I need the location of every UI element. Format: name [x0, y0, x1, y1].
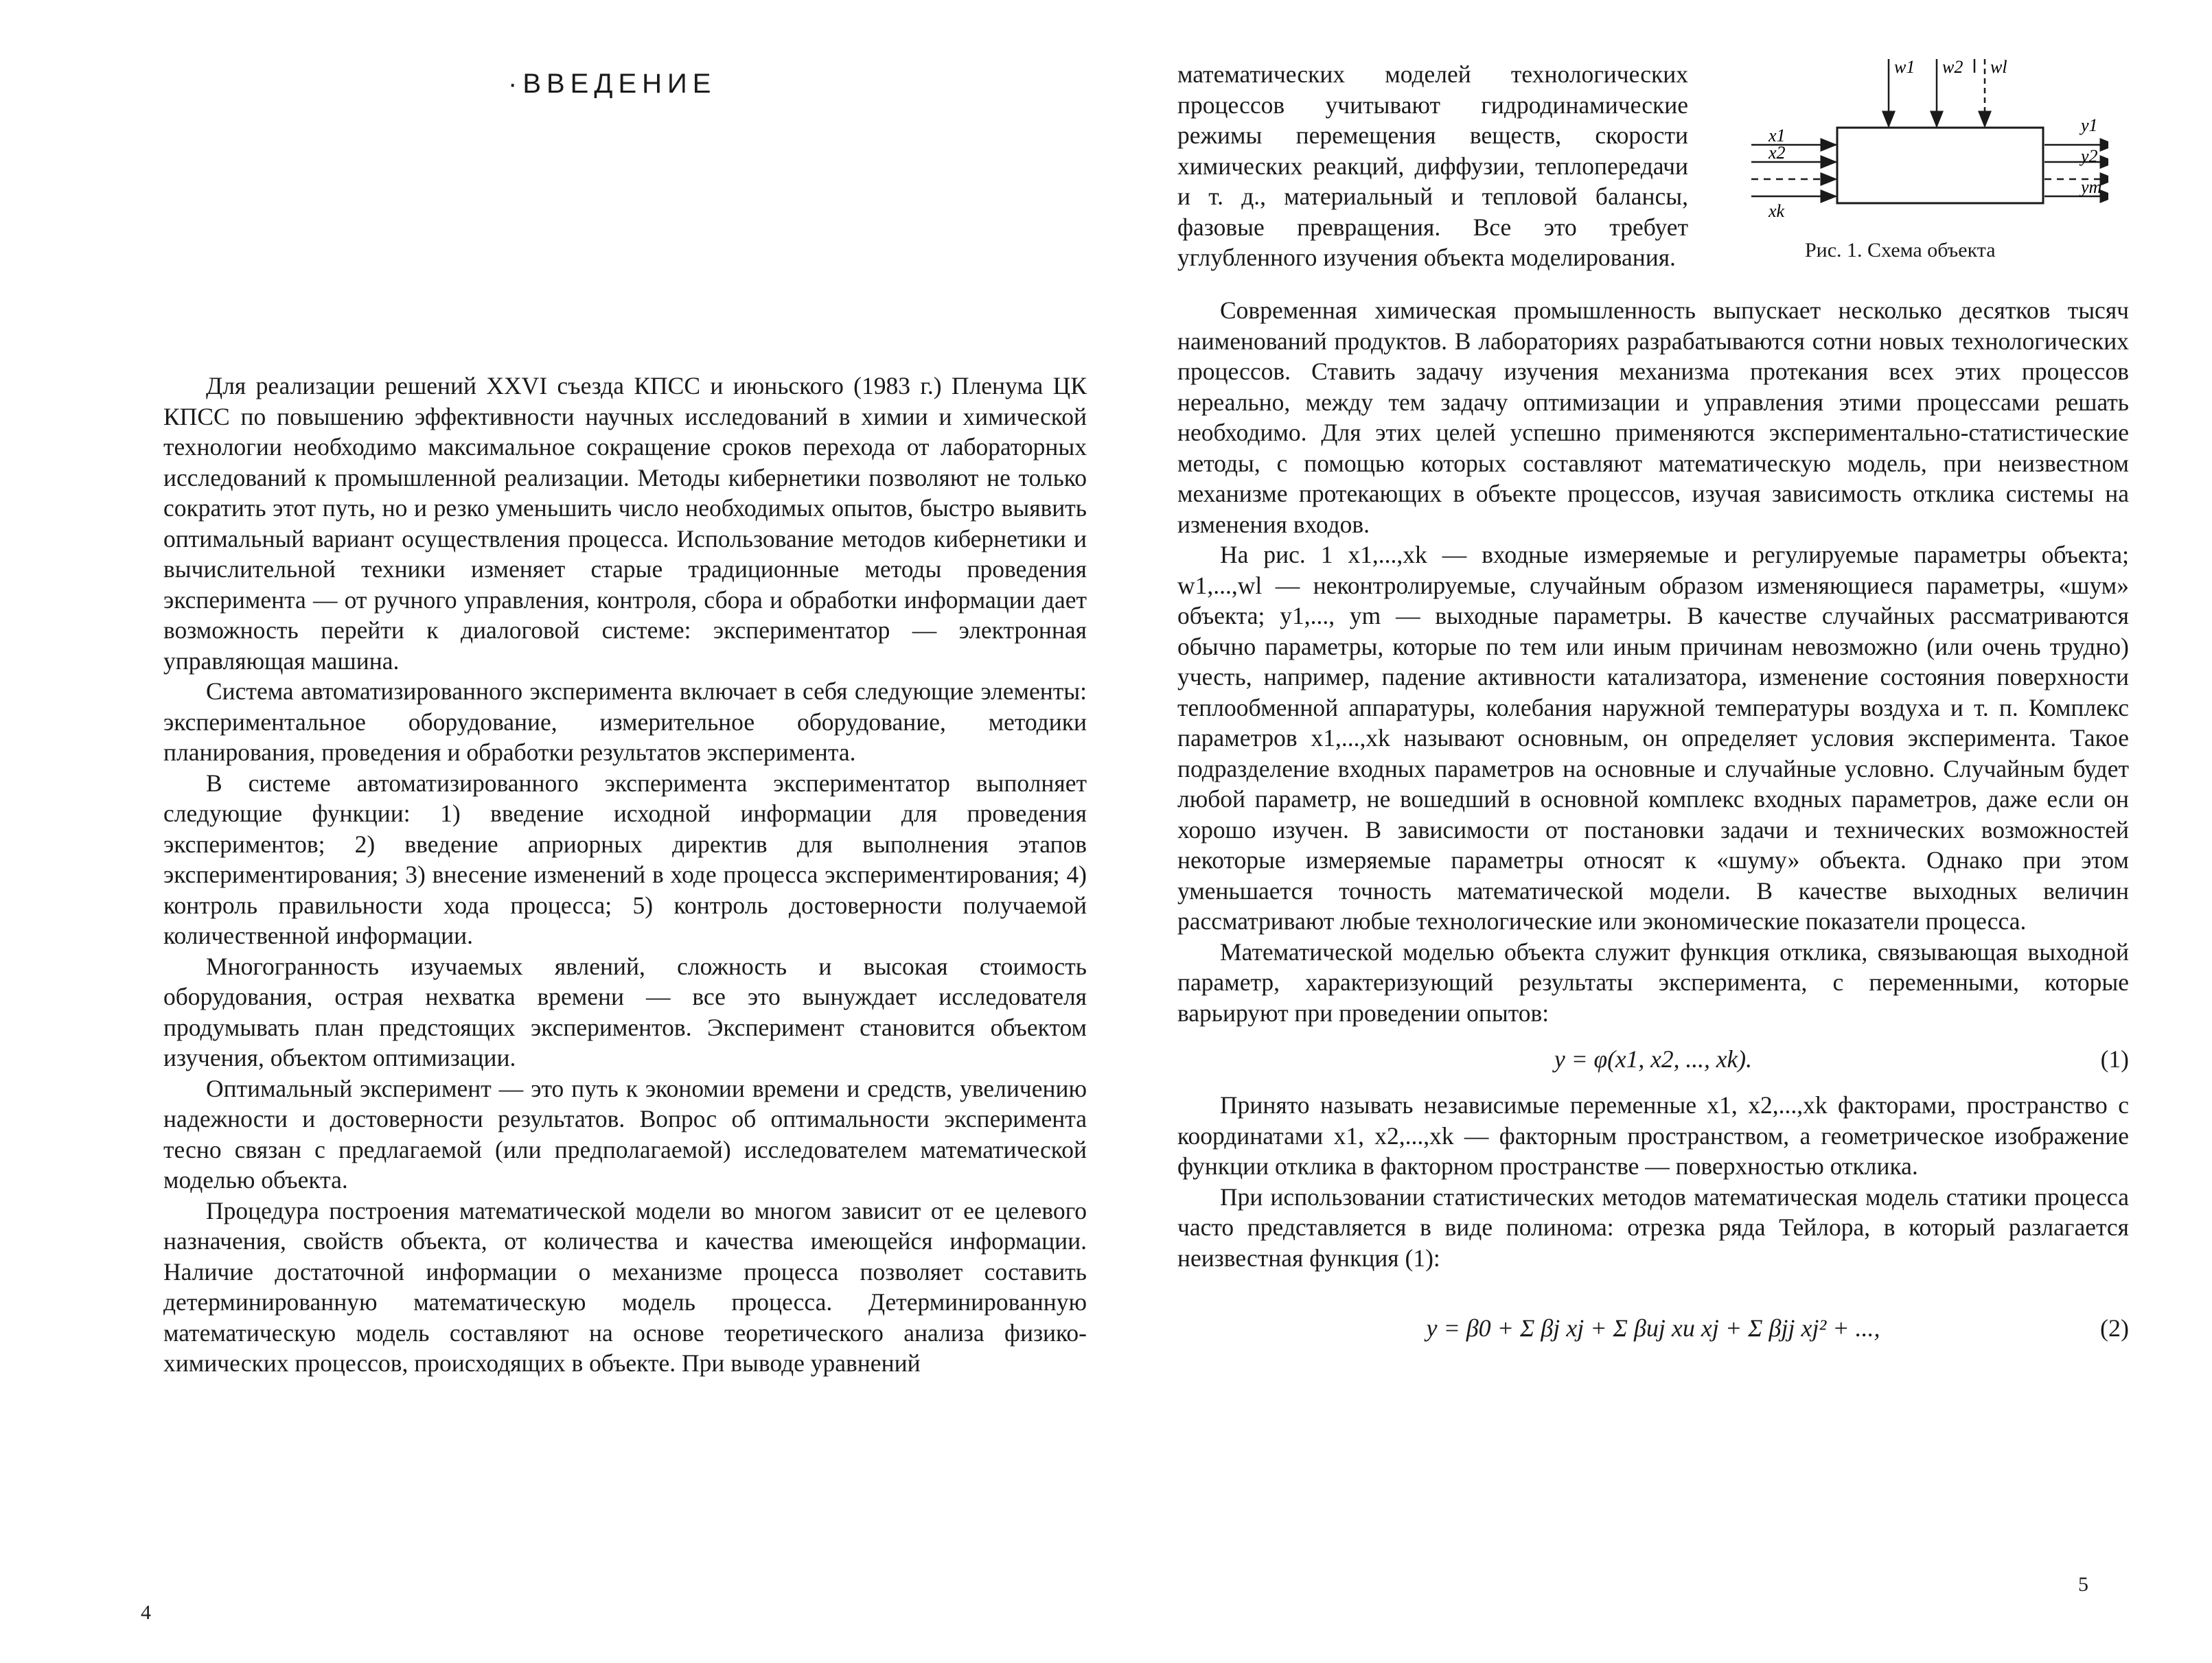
- equation-number: (1): [2100, 1045, 2129, 1073]
- object-box: [1837, 128, 2043, 203]
- paragraph: Система автоматизированного эксперимента включает в себя следующие элементы: экспериментальное оборудование, измерительное оборудование, методики планирования, проведения и обработки результатов эксперимента.: [163, 677, 1087, 766]
- paragraph: При использовании статистических методов математическая модель статики процесса часто представляется в виде полинома: отрезка ряда Тейлора, в который разлагается неизвестная функция (1):: [1177, 1183, 2129, 1272]
- input-label: x2: [1769, 143, 1786, 163]
- input-label: xk: [1769, 201, 1785, 221]
- noise-label: w2: [1942, 57, 1963, 77]
- paragraph: В системе автоматизированного эксперимента экспериментатор выполняет следующие функции: 1) введение исходной информации для проведения экспериментов; 2) введение априорных директив для выполнения этапов экспериментирования; 3) внесение изменений в ходе процесса экспериментирования; 4) контроль правильности хода процесса; 5) контроль достоверности получаемой количественной информации.: [163, 769, 1087, 949]
- formula-2-body: y = β0 + Σ βj xj + Σ βuj xu xj + Σ βjj xj² + ...,: [1426, 1314, 1880, 1342]
- output-label: y2: [2081, 146, 2098, 166]
- output-label: y1: [2081, 115, 2098, 135]
- output-label: ym: [2081, 177, 2102, 197]
- paragraph: Математической моделью объекта служит функция отклика, связывающая выходной параметр, характеризующий результаты эксперимента, с переменными, которые варьируют при проведении опытов:: [1177, 938, 2129, 1027]
- paragraph: Современная химическая промышленность выпускает несколько десятков тысяч наименований продуктов. В лабораториях разрабатываются сотни новых технологических процессов. Ставить задачу изучения механизма протекания всех этих процессов нереально, между тем задачу оптимизации и управления этими процессами решать необходимо. Для этих целей успешно применяются экспериментально-статистические методы, с помощью которых составляют математическую модель, при неизвестном механизме протекающих в объекте процессов, изучая зависимость отклика системы на изменения входов.: [1177, 296, 2129, 538]
- paragraph: На рис. 1 x1,...,xk — входные измеряемые и регулируемые параметры объекта; w1,...,wl — неконтролируемые, случайным образом изменяющиеся параметры, «шум» объекта; y1,..., ym — выходные параметры. В качестве случайных рассматриваются обычно параметры, которые по тем или иным причинам невозможно (или очень трудно) учесть, например, падение активности катализатора, изменение состояния поверхности теплообменной аппаратуры, колебания наружной температуры воздуха и т. п. Комплекс параметров x1,...,xk называют основным, он определяет условия эксперимента. Такое подразделение входных параметров на основные и случайные условно. Случайным будет любой параметр, не вошедший в основной комплекс входных параметров, даже если он хорошо изучен. В зависимости от постановки задачи и технических возможностей некоторые измеряемые параметры относят к «шуму» объекта. Однако при этом уменьшается точность математической модели. В качестве выходных величин рассматривают любые технологические или экономические показатели процесса.: [1177, 541, 2129, 935]
- paragraph: Оптимальный эксперимент — это путь к экономии времени и средств, увеличению надежности и достоверности результатов. Вопрос об оптимальности эксперимента тесно связан с предлагаемой (или предполагаемой) исследователем математической моделью объекта.: [163, 1074, 1087, 1194]
- right-page: [1106, 0, 2212, 1663]
- input-label: x1: [1769, 126, 1786, 146]
- paragraph: Для реализации решений XXVI съезда КПСС и июньского (1983 г.) Пленума ЦК КПСС по повышению эффективности научных исследований в химии и химической технологии необходимо максимальное сокращение сроков перехода от лабораторных исследований к промышленной реализации. Методы кибернетики позволяют не только сократить этот путь, но и резко уменьшить число необходимых опытов, быстро выявить оптимальный вариант осуществления процесса. Использование методов кибернетики и вычислительной техники изменяет старые традиционные методы проведения эксперимента — от ручного управления, контроля, сбора и обработки информации дает возможность перейти к диалоговой системе: экспериментатор — электронная управляющая машина.: [163, 372, 1087, 675]
- page-number-right: 5: [2078, 1573, 2088, 1596]
- paragraph: Многогранность изучаемых явлений, сложность и высокая стоимость оборудования, острая нехватка времени — все это вынуждает исследователя продумывать план предстоящих экспериментов. Эксперимент становится объектом изучения, объектом оптимизации.: [163, 952, 1087, 1071]
- formula-1: [1177, 1028, 2129, 1090]
- right-page-text: [1177, 295, 2129, 1383]
- equation-number: (2): [2100, 1314, 2129, 1342]
- paragraph: Процедура построения математической модели во многом зависит от ее целевого назначения, свойств объекта, от количества и качества имеющейся информации. Наличие достаточной информации о механизме процесса позволяет составить детерминированную математическую модель процесса. Детерминированную математическую модель составляют на основе теоретического анализа физико-химических процессов, происходящих в объекте. При выводе уравнений: [163, 1196, 1087, 1377]
- figure-caption: Рис. 1. Схема объекта: [1805, 239, 1996, 261]
- noise-label: w1: [1894, 57, 1915, 77]
- chapter-title: ·ВВЕДЕНИЕ: [508, 69, 717, 99]
- page-number-left: 4: [141, 1601, 151, 1624]
- formula-1-body: y = φ(x1, x2, ..., xk).: [1554, 1045, 1753, 1073]
- formula-2: [1177, 1273, 2129, 1383]
- noise-label: wl: [1990, 57, 2007, 77]
- paragraph: Принято называть независимые переменные x1, x2,...,xk факторами, пространство с координатами x1, x2,...,xk — факторным пространством, а геометрическое изображение функции отклика в факторном пространстве — поверхностью отклика.: [1177, 1091, 2129, 1180]
- left-page-text: [163, 371, 1087, 1379]
- top-paragraph: математических моделей технологических процессов учитывают гидродинамические режимы перемещения веществ, скорости химических реакций, диффузии, теплопередачи и т. д., материальный и тепловой балансы, фазовые превращения. Все это требует углубленного изучения объекта моделирования.: [1177, 60, 1688, 271]
